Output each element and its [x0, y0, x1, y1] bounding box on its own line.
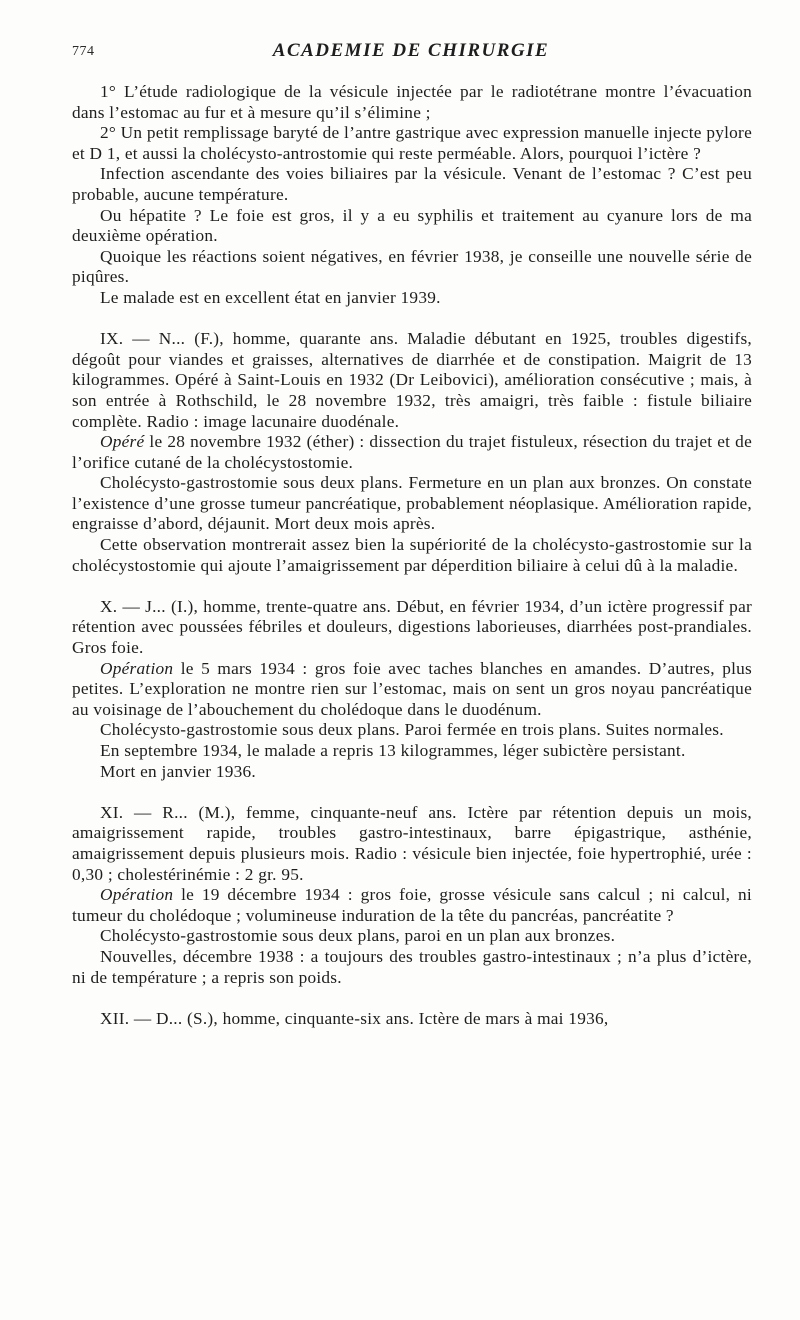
paragraph: Opéré le 28 novembre 1932 (éther) : dissection du trajet fistuleux, résection du trajet et de l’orifice cutané de la cholécystostomie. [72, 432, 752, 472]
page-header [72, 40, 750, 66]
paragraph: Opération le 5 mars 1934 : gros foie avec taches blanches en amandes. D’autres, plus petites. L’exploration ne montre rien sur l’estomac, mais on sent un gros noyau pancréatique au voisinage de l’abouchement du cholédoque dans le duodénum. [72, 658, 752, 719]
paragraph: Cholécysto-gastrostomie sous deux plans. Fermeture en un plan aux bronzes. On constate l’existence d’une grosse tumeur pancréatique, probablement néoplasique. Amélioration rapide, engraisse d’abord, déjaunit. Mort deux mois après. [72, 473, 752, 534]
case-x-heading-paragraph: X. — J... (I.), homme, trente-quatre ans. Début, en février 1934, d’un ictère progressif par rétention avec poussées fébriles et douleurs, digestions laborieuses, diarrhées post-prandiales. Gros foie. [72, 596, 752, 658]
paragraph: 1° L’étude radiologique de la vésicule injectée par le radiotétrane montre l’évacuation dans l’estomac au fur et à mesure qu’il s’élimine ; [72, 82, 752, 122]
paragraph: En septembre 1934, le malade a repris 13 kilogrammes, léger subictère persistant. [100, 741, 686, 760]
paragraph: Mort en janvier 1936. [100, 761, 256, 781]
italic-lead: Opération [100, 658, 174, 678]
case-xi-heading-paragraph: XI. — R... (M.), femme, cinquante-neuf ans. Ictère par rétention depuis un mois, amaigrissement rapide, troubles gastro-intestinaux, barre épigastrique, asthénie, amaigrissement depuis plusieurs mois. Radio : vésicule bien injectée, foie hypertrophié, urée : 0,30 ; cholestérinémie : 2 gr. 95. [72, 802, 752, 884]
paragraph: Infection ascendante des voies biliaires par la vésicule. Venant de l’estomac ? C’est peu probable, aucune température. [72, 164, 752, 204]
paragraph: Ou hépatite ? Le foie est gros, il y a eu syphilis et traitement au cyanure lors de ma deuxième opération. [72, 205, 752, 246]
page-number: 774 [72, 44, 95, 59]
case-xii-heading-paragraph: XII. — D... (S.), homme, cinquante-six ans. Ictère de mars à mai 1936, [100, 1008, 609, 1028]
running-title: ACADEMIE DE CHIRURGIE [272, 40, 550, 61]
body-text [72, 82, 752, 1029]
italic-lead: Opération [100, 885, 174, 905]
paragraph: Cholécysto-gastrostomie sous deux plans. Paroi fermée en trois plans. Suites normales. [100, 720, 724, 740]
case-ix-heading-paragraph: IX. — N... (F.), homme, quarante ans. Maladie débutant en 1925, troubles digestifs, dégoût pour viandes et graisses, alternatives de diarrhée et de constipation. Maigrit de 13 kilogrammes. Opéré à Saint-Louis en 1932 (Dr Leibovici), amélioration consécutive ; mais, à son entrée à Rothschild, le 28 novembre 1932, très amaigri, très faible : fistule biliaire complète. Radio : image lacunaire duodénale. [72, 329, 752, 431]
paragraph: Cholécysto-gastrostomie sous deux plans, paroi en un plan aux bronzes. [100, 926, 616, 946]
paragraph: Quoique les réactions soient négatives, en février 1938, je conseille une nouvelle série de piqûres. [72, 246, 752, 287]
paragraph: Cette observation montrerait assez bien la supériorité de la cholécysto-gastrostomie sur la cholécystostomie qui ajoute l’amaigrissement par déperdition biliaire à celui dû à la maladie. [72, 535, 752, 575]
paragraph: 2° Un petit remplissage baryté de l’antre gastrique avec expression manuelle injecte pylore et D 1, et aussi la cholécysto-antrostomie qui reste perméable. Alors, pourquoi l’ictère ? [72, 123, 752, 163]
paragraph: Nouvelles, décembre 1938 : a toujours des troubles gastro-intestinaux ; n’a plus d’ictère, ni de température ; a repris son poids. [72, 946, 752, 987]
paragraph: Opération le 19 décembre 1934 : gros foie, grosse vésicule sans calcul ; ni calcul, ni tumeur du cholédoque ; volumineuse induration de la tête du pancréas, pancréatite ? [72, 885, 752, 925]
italic-lead: Opéré [100, 432, 145, 452]
paragraph: Le malade est en excellent état en janvier 1939. [100, 287, 441, 307]
